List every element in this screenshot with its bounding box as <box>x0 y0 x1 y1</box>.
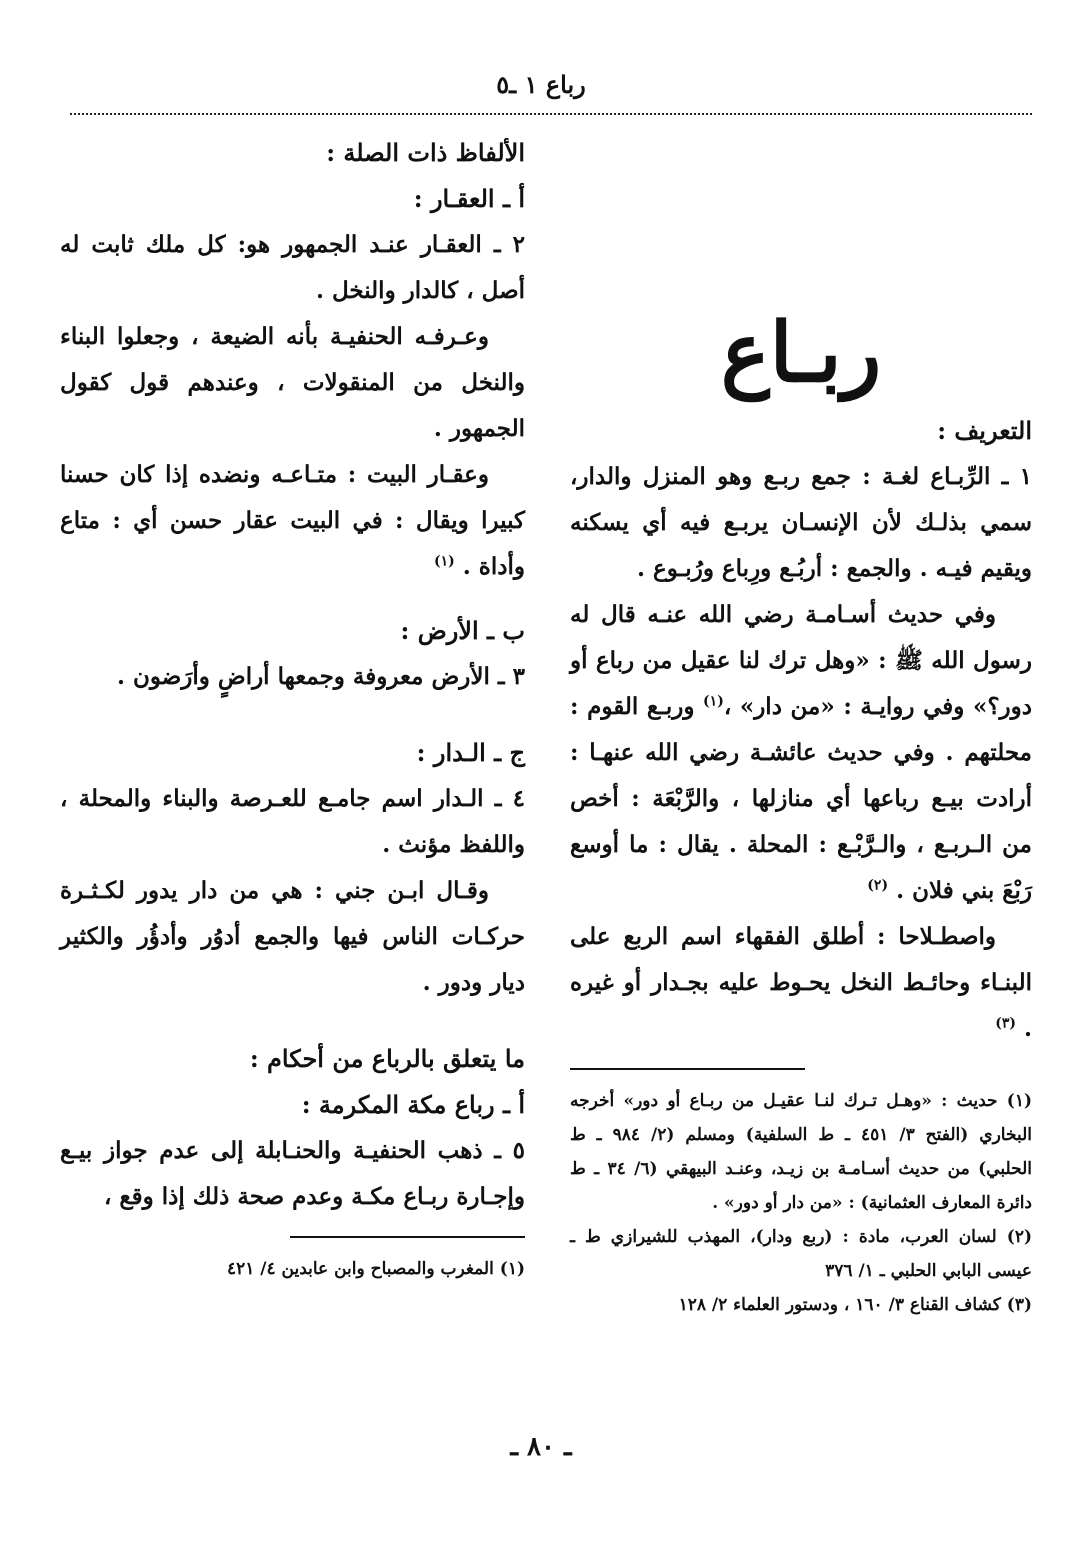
footnote-3: (٣) كشاف القناع ٣/ ١٦٠ ، ودستور العلماء ٢/ ١٢٨ <box>678 1295 1032 1315</box>
footnote-marker-3: (٣) <box>995 1015 1016 1032</box>
rulings-heading: ما يتعلق بالرباع من أحكام : <box>249 1044 525 1073</box>
header-dotted-rule <box>70 113 1032 115</box>
definition-heading: التعريف : <box>937 416 1032 445</box>
footnote-rule-right <box>570 1068 805 1070</box>
paragraph-1: ١ ـ الرِّبـاع لغـة : جمع ربـع وهو المنزل والدار، سمي بذلـك لأن الإنسـان يربـع فيه أي يسكنه ويقيم فيـه . والجمع : أربُـع ورِباع ورُبـوع . <box>570 463 1032 582</box>
paragraph-2b: وعـرفـه الحنفيـة بأنه الضيعة ، وجعلوا البناء والنخل من المنقولات ، وعندهم قول كقول الجمهور . <box>60 323 525 442</box>
footnote-marker-2: (٢) <box>867 877 889 894</box>
paragraph-2c-text: وعقـار البيت : متـاعـه ونضده إذا كان حسنا كبيرا ويقال : في البيت عقار حسن أي : متاع وأداة . <box>60 461 525 580</box>
paragraph-4: ٤ ـ الـدار اسم جامـع للعـرصة والبناء والمحلة ، واللفظ مؤنث . <box>60 785 525 858</box>
paragraph-1c-text: واصطـلاحا : أطلق الفقهاء اسم الربع على البنـاء وحائـط النخل يحـوط عليه بجـدار أو غيره . <box>570 923 1032 1042</box>
paragraph-5: ٥ ـ ذهب الحنفيـة والحنـابلة إلى عدم جواز بيـع وإجـارة ربـاع مكـة وعدم صحة ذلك إذا وقع ، <box>60 1137 525 1210</box>
aqar-heading: أ ـ العقـار : <box>413 184 525 213</box>
paragraph-1b <box>570 592 1032 914</box>
paragraph-2c <box>60 452 525 590</box>
left-column <box>60 130 525 1286</box>
paragraph-4b: وقـال ابـن جني : هي من دار يدور لكـثـرة حركـات الناس فيها والجمع أدوُر وأدؤُر والكثير ديار ودور . <box>60 877 525 996</box>
footnote-left-1: (١) المغرب والمصباح وابن عابدين ٤/ ٤٢١ <box>226 1259 525 1279</box>
page-number: ـ ٨٠ ـ <box>510 1432 572 1462</box>
footnote-rule-left <box>290 1236 525 1238</box>
paragraph-2: ٢ ـ العقـار عنـد الجمهور هو: كل ملك ثابت له أصل ، كالدار والنخل . <box>60 231 525 304</box>
running-header: رباع ١ ـ٥ <box>496 70 586 99</box>
ard-heading: ب ـ الأرض : <box>400 616 525 645</box>
paragraph-3: ٣ ـ الأرض معروفة وجمعها أراضٍ وأرَضون . <box>116 663 525 690</box>
paragraph-1c <box>570 914 1032 1052</box>
right-column <box>570 130 1032 1322</box>
related-terms-heading: الألفاظ ذات الصلة : <box>326 138 525 167</box>
entry-title: ربـاع <box>720 305 882 401</box>
dar-heading: ج ـ الـدار : <box>416 738 525 767</box>
footnote-1: (١) حديث : «وهـل تـرك لنـا عقيـل من ربـاع أو دور» أخرجه البخاري (الفتح ٣/ ٤٥١ ـ ط السلفية) ومسلم (٢/ ٩٨٤ ـ ط الحلبي) من حديث أسـامـة بن زيـد، وعنـد البيهقي (٦/ ٣٤ ـ ط دائرة المعارف العثمانية) : «من دار أو دور» . <box>570 1091 1032 1213</box>
footnote-2: (٢) لسان العرب، مادة : (ربع ودار)، المهذب للشيرازي ط ـ عيسى البابي الحلبي ـ ١/ ٣٧٦ <box>570 1227 1032 1281</box>
makkah-heading: أ ـ رباع مكة المكرمة : <box>301 1090 525 1119</box>
paragraph-1b-text-a: وفي حديث أسـامـة رضي الله عنـه قال له رسول الله ﷺ : «وهل ترك لنا عقيل من رباع أو دور؟» وفي روايـة : «من دار» ، <box>570 601 1032 720</box>
footnote-marker-left-1: (١) <box>434 553 455 570</box>
paragraph-1b-text-b: وربـع القوم : محلتهم . وفي حديث عائشـة رضي الله عنهـا : أرادت بيـع رباعها أي منازلها ، والرَّبْعَة : أخص من الـربـع ، والـرَّبْـع : المحلة . يقال : ما أوسع رَبْعَ بني فلان . <box>570 693 1032 904</box>
footnote-marker-1: (١) <box>703 693 724 710</box>
